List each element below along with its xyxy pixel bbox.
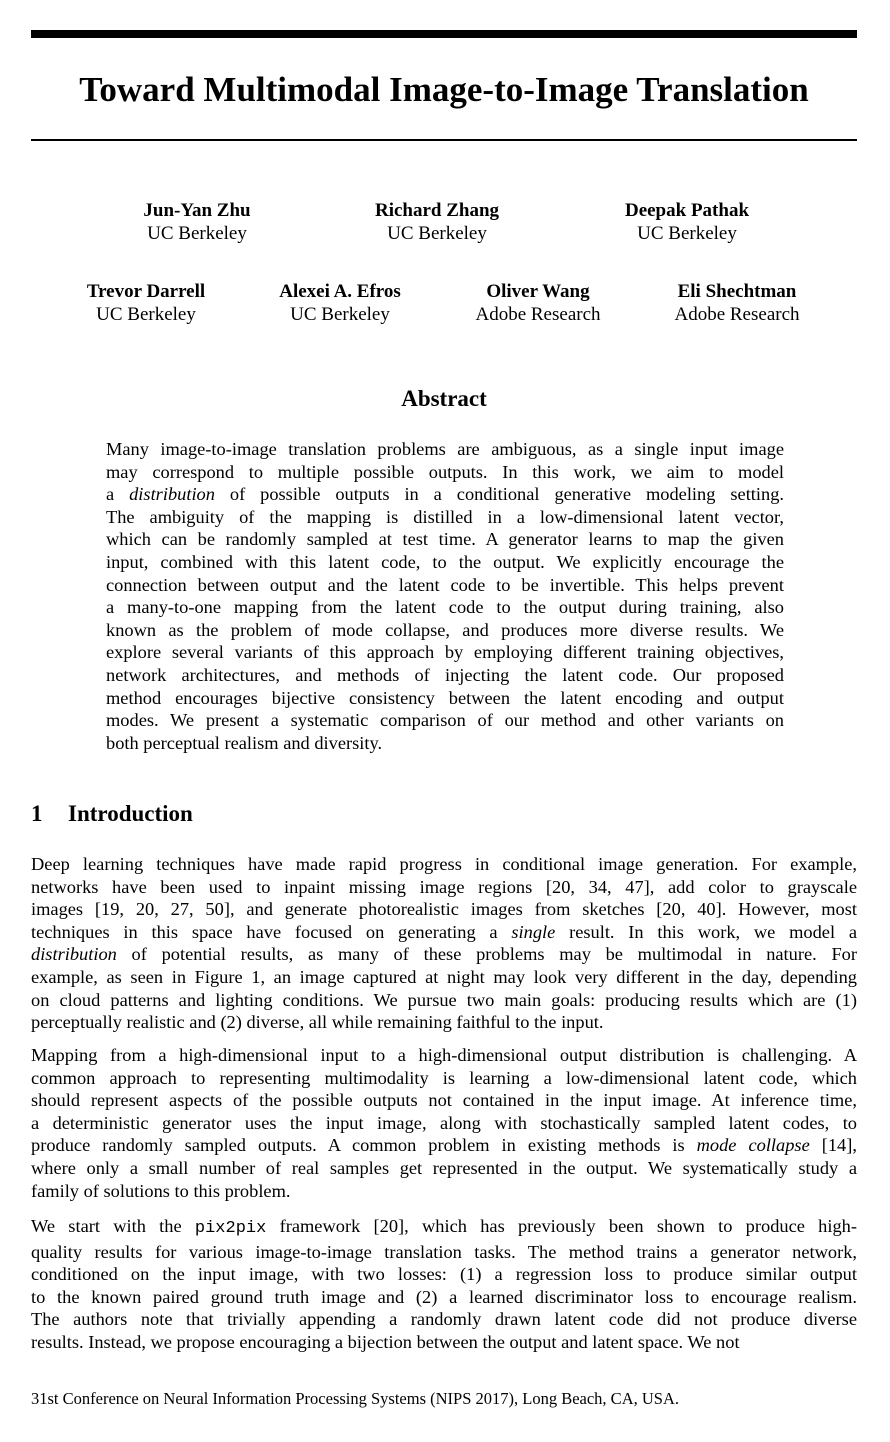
text-line: both perceptual realism and diversity. [106,732,383,753]
text-line: Deep learning techniques have made rapid progress in conditional image generation. For example, [31,854,857,874]
text-line: quality results for various image-to-image translation tasks. The method trains a generator network, [31,1241,857,1262]
text-line: networks have been used to inpaint missing image regions [20, 34, 47], add color to grayscale [31,876,857,897]
author-block [255,280,425,326]
emphasis-text: distribution [129,484,215,505]
section-number: 1 [31,801,43,826]
text-line: common approach to representing multimodality is learning a low-dimensional latent code, which [31,1067,857,1088]
conference-footnote: 31st Conference on Neural Information Processing Systems (NIPS 2017), Long Beach, CA, USA. [31,1389,679,1408]
text-line: techniques in this space have focused on generating a single result. In this work, we model a [31,921,857,942]
text-line: results. Instead, we propose encouraging a bijection between the output and latent space. We not [31,1331,740,1352]
intro-paragraph [31,1215,857,1354]
intro-paragraph [31,1044,857,1202]
text-line: produce randomly sampled outputs. A common problem in existing methods is mode collapse [14], [31,1135,857,1156]
text-line: should represent aspects of the possible outputs not contained in the input image. At inference time, [31,1090,857,1111]
author-block [597,199,777,245]
text-line: connection between output and the latent code to be invertible. This helps prevent [106,574,784,595]
text-line: Mapping from a high-dimensional input to a high-dimensional output distribution is challenging. A [31,1045,857,1065]
author-affiliation: UC Berkeley [637,223,737,244]
abstract-heading: Abstract [401,386,487,411]
text-line: family of solutions to this problem. [31,1180,291,1201]
author-name: Eli Shechtman [677,281,797,302]
text-line: conditioned on the input image, with two losses: (1) a regression loss to produce similar output [31,1264,857,1285]
title-rule [31,139,857,141]
text-line: example, as seen in Figure 1, an image captured at night may look very different in the day, depending [31,966,857,987]
text-line: images [19, 20, 27, 50], and generate photorealistic images from sketches [20, 40]. However, most [31,899,857,920]
text-line: perceptually realistic and (2) diverse, all while remaining faithful to the input. [31,1012,604,1033]
intro-paragraph [31,853,857,1034]
text-line: to the known paired ground truth image and (2) a learned discriminator loss to encourage realism. [31,1286,857,1307]
author-name: Richard Zhang [374,200,500,221]
author-block [61,280,231,326]
author-affiliation: UC Berkeley [290,304,390,325]
text-line: may correspond to multiple possible outputs. In this work, we aim to model [106,461,784,482]
abstract-body [106,438,784,754]
text-line: modes. We present a systematic comparison of our method and other variants on [106,710,784,731]
text-line: a many-to-one mapping from the latent code to the output during training, also [106,597,784,618]
author-affiliation: UC Berkeley [147,223,247,244]
text-line: We start with the pix2pix framework [20], which has previously been shown to produce high- [31,1216,857,1238]
author-name: Deepak Pathak [624,200,750,221]
text-line: which can be randomly sampled at test time. A generator learns to map the given [106,529,784,550]
author-block [453,280,623,326]
author-affiliation: Adobe Research [475,304,601,325]
section-heading [31,800,193,828]
author-block [652,280,822,326]
emphasis-text: mode collapse [696,1135,810,1156]
author-block [347,199,527,245]
author-name: Alexei A. Efros [279,281,401,302]
text-line: input, combined with this latent code, to the output. We explicitly encourage the [106,551,784,572]
text-line: The ambiguity of the mapping is distilled in a low-dimensional latent vector, [106,506,784,527]
author-name: Oliver Wang [486,281,590,302]
author-affiliation: Adobe Research [674,304,800,325]
author-affiliation: UC Berkeley [96,304,196,325]
text-line: where only a small number of real samples get represented in the output. We systematically study a [31,1157,857,1178]
author-affiliation: UC Berkeley [387,223,487,244]
text-line: known as the problem of mode collapse, and produces more diverse results. We [106,619,784,640]
text-line: Many image-to-image translation problems are ambiguous, as a single input image [106,439,784,459]
paper-title: Toward Multimodal Image-to-Image Translation [79,70,809,109]
text-line: distribution of potential results, as many of these problems may be multimodal in nature. For [31,944,857,965]
emphasis-text: single [511,921,556,942]
text-line: explore several variants of this approach by employing different training objectives, [106,642,784,663]
emphasis-text: distribution [31,944,117,965]
text-line: The authors note that trivially appending a randomly drawn latent code did not produce diverse [31,1309,857,1330]
text-line: a distribution of possible outputs in a conditional generative modeling setting. [106,484,785,505]
text-line: a deterministic generator uses the input image, along with stochastically sampled latent codes, to [31,1112,857,1133]
top-rule [31,30,857,38]
text-line: method encourages bijective consistency between the latent encoding and output [106,687,784,708]
author-block [107,199,287,245]
text-line: network architectures, and methods of injecting the latent code. Our proposed [106,664,784,685]
section-title: Introduction [68,801,193,826]
text-line: on cloud patterns and lighting conditions. We pursue two main goals: producing results which are (1) [31,989,857,1010]
author-name: Trevor Darrell [86,281,206,302]
author-name: Jun-Yan Zhu [143,200,251,221]
code-term: pix2pix [194,1219,267,1238]
